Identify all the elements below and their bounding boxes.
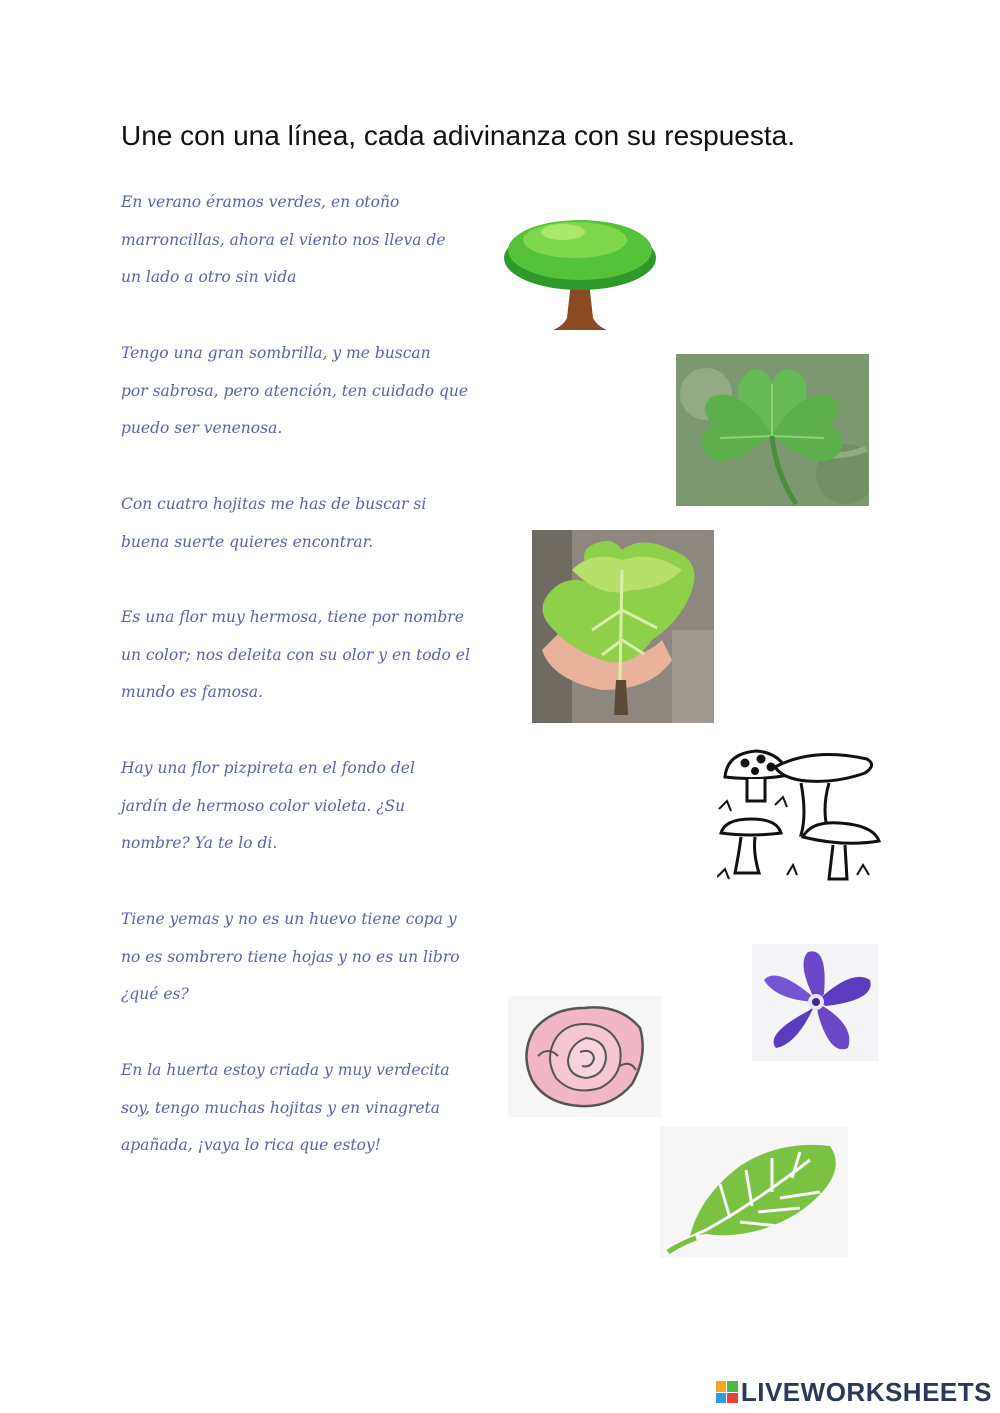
rose-image[interactable] [508,996,661,1117]
riddle-line: Tengo una gran sombrilla, y me buscan [121,344,431,362]
riddle-line: puedo ser venenosa. [121,419,283,437]
riddle-line: apañada, ¡vaya lo rica que estoy! [121,1136,381,1154]
riddle-line: buena suerte quieres encontrar. [121,532,374,551]
riddle-line: jardín de hermoso color violeta. ¿Su [121,796,406,815]
clover-image[interactable] [676,354,869,506]
riddle-line: un lado a otro sin vida [121,268,297,286]
riddle-line: soy, tengo muchas hojitas y en vinagreta [121,1098,440,1117]
riddle-5 [121,750,501,863]
page-title: Une con una línea, cada adivinanza con su respuesta. [121,120,796,151]
riddle-line: un color; nos deleita con su olor y en todo el [121,645,470,664]
liveworksheets-logo-icon [716,1381,738,1403]
riddle-line: ¿qué es? [121,985,189,1003]
riddle-3 [121,486,501,561]
mushrooms-image[interactable] [717,745,882,887]
brand-name: LIVEWORKSHEETS [740,1376,992,1407]
riddle-line: En verano éramos verdes, en otoño [121,193,400,211]
riddle-2 [121,335,501,448]
riddle-line: no es sombrero tiene hojas y no es un libro [121,947,460,966]
riddle-line: Tiene yemas y no es un huevo tiene copa y [121,910,457,928]
riddle-line: Hay una flor pizpireta en el fondo del [121,759,415,777]
liveworksheets-brand [716,1377,992,1407]
riddle-line: marroncillas, ahora el viento nos lleva de [121,230,446,249]
riddle-line: nombre? Ya te lo di. [121,834,278,852]
riddle-7 [121,1052,501,1165]
riddle-6 [121,901,501,1014]
riddle-line: Es una flor muy hermosa, tiene por nombre [121,608,464,626]
violet-flower-image[interactable] [752,944,879,1061]
riddle-line: Con cuatro hojitas me has de buscar si [121,495,427,513]
riddle-1 [121,184,501,297]
riddle-line: En la huerta estoy criada y muy verdecita [121,1061,450,1079]
tree-image[interactable] [503,210,658,335]
lettuce-image[interactable] [532,530,714,723]
riddle-line: por sabrosa, pero atención, ten cuidado que [121,381,469,400]
riddle-4 [121,599,501,712]
riddle-line: mundo es famosa. [121,683,264,701]
leaf-image[interactable] [660,1126,848,1258]
